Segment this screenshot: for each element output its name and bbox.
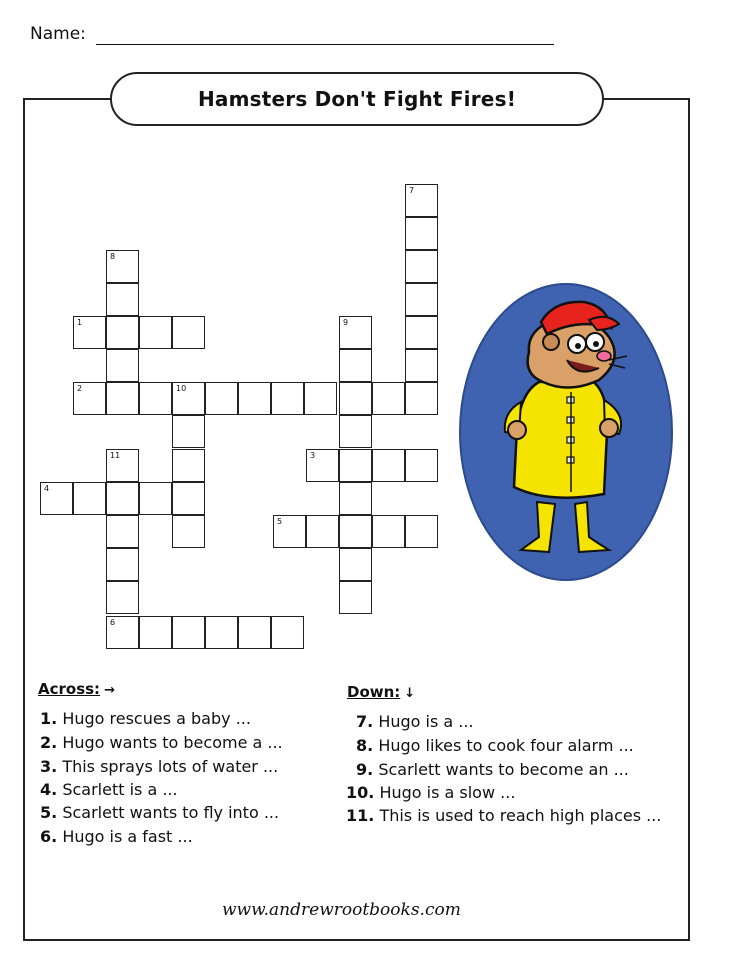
clue-number: 10 (176, 384, 187, 393)
crossword-cell[interactable] (205, 382, 238, 415)
crossword-cell[interactable] (172, 616, 205, 649)
title-exclamation: ! (506, 87, 517, 111)
clue-text: Hugo is a ... (378, 712, 474, 731)
crossword-cell[interactable] (73, 482, 106, 515)
crossword-cell[interactable] (172, 482, 205, 515)
crossword-cell[interactable] (205, 616, 238, 649)
footer-website[interactable]: www.andrewrootbooks.com (222, 900, 461, 920)
clue-number: 2. (40, 733, 58, 752)
down-clue (346, 783, 515, 802)
clue-number: 4. (40, 780, 58, 799)
crossword-cell[interactable] (339, 316, 372, 349)
crossword-cell[interactable] (73, 316, 106, 349)
raincoat (514, 380, 607, 498)
crossword-cell[interactable] (306, 449, 339, 482)
crossword-cell[interactable] (238, 382, 271, 415)
crossword-cell[interactable] (238, 616, 271, 649)
clue-text: This is used to reach high places ... (379, 806, 662, 825)
crossword-cell[interactable] (106, 581, 139, 614)
crossword-cell[interactable] (339, 581, 372, 614)
down-clue (346, 806, 661, 825)
crossword-cell[interactable] (106, 548, 139, 581)
crossword-cell[interactable] (339, 449, 372, 482)
crossword-cell[interactable] (172, 316, 205, 349)
crossword-cell[interactable] (405, 217, 438, 250)
crossword-cell[interactable] (106, 283, 139, 316)
crossword-cell[interactable] (172, 515, 205, 548)
crossword-cell[interactable] (106, 515, 139, 548)
crossword-cell[interactable] (271, 382, 304, 415)
clue-number: 5 (277, 517, 283, 526)
crossword-cell[interactable] (172, 449, 205, 482)
down-heading (347, 683, 415, 701)
crossword-cell[interactable] (40, 482, 73, 515)
down-heading-text: Down: (347, 683, 401, 701)
crossword-cell[interactable] (139, 382, 172, 415)
left-hand (508, 421, 526, 439)
clue-number: 3 (310, 451, 316, 460)
clue-number: 7 (409, 186, 415, 195)
name-label: Name: (30, 24, 86, 44)
right-hand (600, 419, 618, 437)
ear (543, 334, 559, 350)
crossword-cell[interactable] (106, 616, 139, 649)
crossword-cell[interactable] (372, 449, 405, 482)
down-clue (356, 736, 634, 755)
down-clue (356, 760, 629, 779)
down-arrow-icon: ↓ (404, 686, 416, 701)
clue-number: 11 (110, 451, 121, 460)
crossword-cell[interactable] (106, 482, 139, 515)
clue-number: 3. (40, 757, 58, 776)
crossword-cell[interactable] (306, 515, 339, 548)
clue-text: Hugo is a slow ... (379, 783, 516, 802)
clue-number: 9 (343, 318, 349, 327)
crossword-cell[interactable] (372, 515, 405, 548)
crossword-cell[interactable] (304, 382, 337, 415)
crossword-cell[interactable] (139, 616, 172, 649)
crossword-cell[interactable] (405, 250, 438, 283)
clue-number: 9. (356, 760, 374, 779)
crossword-cell[interactable] (339, 515, 372, 548)
clue-number: 8 (110, 252, 116, 261)
clue-text: Scarlett is a ... (62, 780, 178, 799)
crossword-cell[interactable] (405, 349, 438, 382)
crossword-cell[interactable] (106, 382, 139, 415)
clue-number: 8. (356, 736, 374, 755)
across-clue (40, 780, 178, 799)
crossword-cell[interactable] (106, 349, 139, 382)
across-heading-text: Across: (38, 680, 101, 698)
clue-text: Hugo rescues a baby ... (62, 709, 251, 728)
crossword-cell[interactable] (339, 415, 372, 448)
crossword-cell[interactable] (405, 283, 438, 316)
clue-number: 6. (40, 827, 58, 846)
crossword-cell[interactable] (106, 250, 139, 283)
crossword-cell[interactable] (106, 316, 139, 349)
clue-text: This sprays lots of water ... (62, 757, 279, 776)
down-clue (356, 712, 474, 731)
crossword-cell[interactable] (172, 382, 205, 415)
crossword-cell[interactable] (405, 515, 438, 548)
clue-number: 11. (346, 806, 375, 825)
clue-number: 6 (110, 618, 116, 627)
clue-text: Scarlett wants to become an ... (378, 760, 629, 779)
clue-number: 7. (356, 712, 374, 731)
clue-text: Hugo is a fast ... (62, 827, 193, 846)
crossword-cell[interactable] (172, 415, 205, 448)
crossword-cell[interactable] (106, 449, 139, 482)
crossword-cell[interactable] (139, 482, 172, 515)
crossword-cell[interactable] (405, 316, 438, 349)
crossword-cell[interactable] (339, 382, 372, 415)
crossword-cell[interactable] (339, 548, 372, 581)
crossword-cell[interactable] (139, 316, 172, 349)
clue-number: 1 (77, 318, 83, 327)
crossword-cell[interactable] (405, 449, 438, 482)
across-clue (40, 757, 278, 776)
crossword-cell[interactable] (405, 184, 438, 217)
across-clue (40, 827, 193, 846)
across-clue (40, 709, 251, 728)
hamster-firefighter-illustration (459, 282, 674, 584)
crossword-cell[interactable] (405, 382, 438, 415)
clue-number: 10. (346, 783, 375, 802)
title-text: Hamsters Don't Fight Fires (197, 87, 507, 111)
clue-text: Scarlett wants to fly into ... (62, 803, 280, 822)
crossword-cell[interactable] (273, 515, 306, 548)
clue-text: Hugo likes to cook four alarm ... (378, 736, 634, 755)
clue-text: Hugo wants to become a ... (62, 733, 283, 752)
crossword-cell[interactable] (339, 482, 372, 515)
across-heading (38, 680, 115, 698)
across-clue (40, 803, 279, 822)
right-arrow-icon: → (104, 683, 115, 698)
clue-number: 1. (40, 709, 58, 728)
clue-number: 4 (44, 484, 50, 493)
crossword-cell[interactable] (73, 382, 106, 415)
crossword-cell[interactable] (372, 382, 405, 415)
across-clue (40, 733, 283, 752)
clue-number: 2 (77, 384, 83, 393)
clue-number: 5. (40, 803, 58, 822)
crossword-cell[interactable] (271, 616, 304, 649)
crossword-cell[interactable] (339, 349, 372, 382)
